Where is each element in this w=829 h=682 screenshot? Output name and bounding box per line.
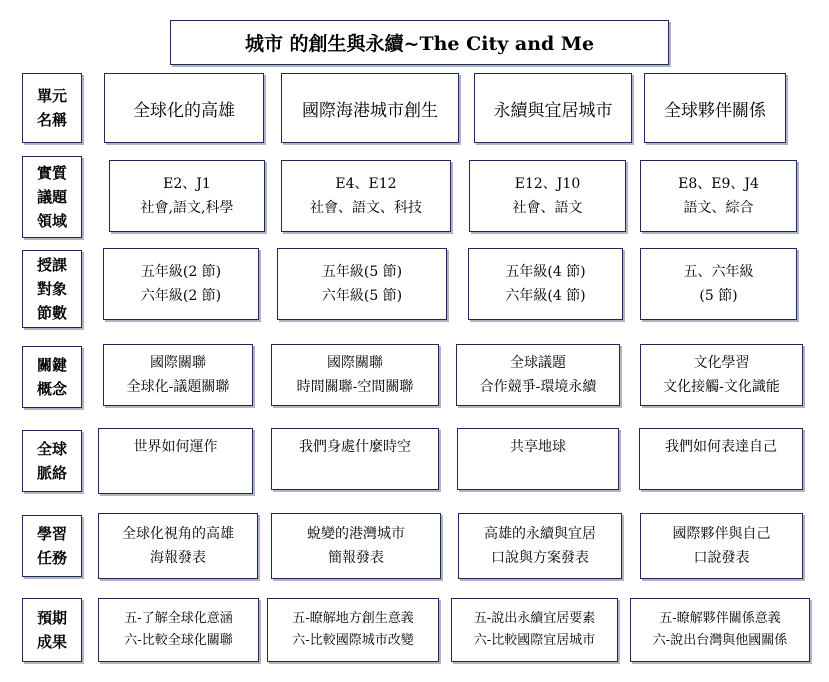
concept-line: 全球化-議題關聯 (126, 379, 230, 395)
context-text: 我們身處什麼時空 (299, 439, 411, 455)
grade-cell (103, 248, 259, 320)
task-line: 簡報發表 (328, 550, 384, 566)
unit-name-cell (644, 73, 786, 143)
row-header-unit-name (22, 73, 82, 143)
concept-cell (640, 344, 803, 406)
row-header-audience (22, 250, 82, 328)
unit-name-cell (281, 73, 459, 143)
task-cell (98, 513, 258, 579)
row-header-line: 學習 (36, 525, 67, 543)
issue-cell (640, 160, 797, 232)
grade-line: 六年級(2 節) (140, 288, 222, 304)
row-header-line: 成果 (36, 633, 67, 651)
row-header-line: 關鍵 (36, 356, 67, 374)
task-cell (458, 513, 622, 579)
grade-cell (640, 248, 797, 320)
outcome-line: 五-瞭解夥伴關係意義 (659, 611, 781, 626)
grade-line: 六年級(4 節) (505, 288, 586, 304)
outcome-line: 五-了解全球化意涵 (124, 611, 233, 626)
context-text: 我們如何表達自己 (665, 439, 777, 455)
grade-line: 五年級(4 節) (505, 264, 586, 280)
unit-name-cell (104, 73, 264, 143)
row-header-line: 任務 (36, 549, 67, 567)
page-title-box (170, 20, 669, 65)
issue-domain: 社會,語文,科學 (140, 200, 234, 216)
concept-line: 國際關聯 (150, 355, 206, 371)
unit-name: 全球夥伴關係 (664, 100, 766, 121)
issue-code: E2、J1 (163, 176, 211, 192)
grade-line: 五年級(5 節) (321, 264, 403, 280)
row-header-line: 對象 (36, 280, 67, 298)
row-header-line: 單元 (36, 87, 67, 105)
context-text: 共享地球 (510, 439, 566, 455)
task-line: 高雄的永續與宜居 (484, 526, 596, 542)
row-header-expected-outcome (22, 598, 82, 662)
issue-domain: 社會、語文、科技 (310, 200, 422, 216)
issue-cell (109, 160, 265, 232)
unit-name: 永續與宜居城市 (493, 100, 613, 121)
row-header-line: 名稱 (36, 111, 67, 129)
context-cell (98, 428, 253, 494)
outcome-line: 五-瞭解地方創生意義 (292, 611, 414, 626)
concept-line: 時間關聯-空間關聯 (296, 379, 414, 395)
task-line: 口說與方案發表 (491, 550, 589, 566)
issue-domain: 社會、語文 (512, 200, 583, 216)
context-text: 世界如何運作 (133, 439, 218, 455)
unit-name: 國際海港城市創生 (302, 100, 438, 121)
grade-cell (468, 248, 623, 320)
task-line: 口說發表 (693, 550, 750, 566)
outcome-cell (630, 598, 810, 662)
grade-line: 五、六年級 (683, 264, 754, 280)
task-line: 國際夥伴與自己 (672, 526, 771, 542)
page-title: 城市 的創生與永續~The City and Me (244, 33, 595, 55)
row-header-key-concept (22, 346, 82, 408)
row-header-line: 議題 (36, 188, 67, 206)
outcome-cell (267, 598, 439, 662)
row-header-line: 概念 (36, 380, 67, 398)
grade-line: 五年級(2 節) (140, 264, 222, 280)
grade-cell (277, 248, 447, 320)
concept-line: 文化學習 (693, 355, 750, 371)
unit-name-cell (474, 73, 632, 143)
task-line: 海報發表 (150, 550, 206, 566)
issue-domain: 語文、綜合 (683, 200, 754, 216)
concept-cell (271, 344, 439, 406)
task-line: 全球化視角的高雄 (122, 526, 234, 542)
outcome-cell (98, 598, 259, 662)
row-header-global-context (22, 430, 82, 492)
row-header-line: 實質 (36, 164, 67, 182)
task-line: 蛻變的港灣城市 (307, 526, 405, 542)
concept-cell (456, 344, 620, 406)
outcome-cell (451, 598, 618, 662)
row-header-line: 脈絡 (36, 464, 67, 482)
context-cell (457, 428, 619, 490)
context-cell (639, 428, 803, 490)
row-header-line: 授課 (36, 256, 67, 274)
unit-name: 全球化的高雄 (133, 100, 235, 121)
grade-line: (5 節) (699, 288, 738, 304)
row-header-line: 領域 (36, 212, 67, 230)
row-header-line: 全球 (36, 440, 67, 458)
row-header-line: 預期 (36, 609, 67, 627)
row-header-issue-domain (22, 156, 82, 238)
issue-code: E8、E9、J4 (678, 176, 759, 192)
task-cell (271, 513, 441, 579)
row-header-learning-task (22, 515, 82, 577)
outcome-line: 六-比較國際城市改變 (292, 633, 414, 648)
issue-cell (281, 160, 451, 232)
task-cell (640, 513, 803, 579)
concept-cell (103, 344, 253, 406)
grade-line: 六年級(5 節) (321, 288, 403, 304)
concept-line: 合作競爭-環境永續 (479, 379, 597, 395)
issue-code: E4、E12 (335, 176, 397, 192)
outcome-line: 六-比較全球化關聯 (124, 633, 233, 648)
concept-line: 文化接觸-文化識能 (663, 379, 780, 395)
concept-line: 全球議題 (510, 355, 566, 371)
issue-cell (469, 160, 626, 232)
issue-code: E12、J10 (514, 176, 581, 192)
outcome-line: 六-說出台灣與他國關係 (652, 633, 788, 648)
row-header-line: 節數 (36, 304, 67, 322)
context-cell (271, 428, 439, 490)
outcome-line: 六-比較國際宜居城市 (473, 633, 596, 648)
concept-line: 國際關聯 (327, 355, 383, 371)
outcome-line: 五-說出永續宜居要素 (473, 611, 596, 626)
